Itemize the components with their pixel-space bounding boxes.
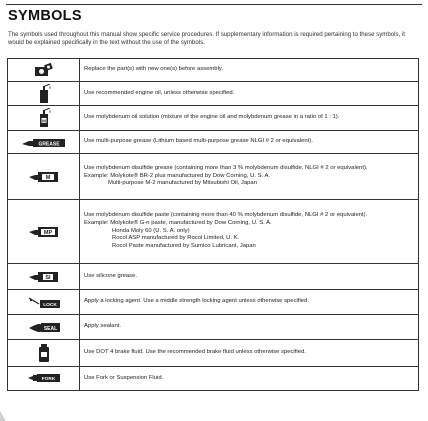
symbol-description — [80, 106, 419, 131]
symbols-table — [7, 58, 419, 391]
symbol-description — [80, 200, 419, 264]
molybdenum-oil-icon — [35, 108, 53, 128]
svg-text:M: M — [45, 175, 50, 182]
description-text: Multi-purpose M-2 manufactured by Mitsubishi Oil, Japan — [108, 180, 257, 187]
symbol-description — [80, 340, 419, 367]
description-text: Rocol ASP manufactured by Rocol Limited, U. K. — [112, 235, 240, 242]
engine-oil-icon — [35, 84, 53, 104]
description-text: Use recommended engine oil, unless otherwise specified. — [84, 89, 235, 96]
symbol-row — [8, 367, 419, 391]
symbol-description — [80, 154, 419, 200]
icon-cell — [8, 154, 80, 200]
locking-agent-icon — [27, 294, 61, 310]
description-text: Rocol Paste manufactured by Sumico Lubricant, Japan — [112, 243, 256, 250]
description-text: Apply a locking agent. Use a middle strength locking agent unless otherwise specified. — [84, 298, 309, 305]
symbol-description — [80, 131, 419, 154]
molybdenum-paste-icon — [29, 224, 59, 238]
description-text: Replace the part(s) with new one(s) before assembly. — [84, 66, 224, 73]
symbol-row — [8, 131, 419, 154]
icon-cell — [8, 106, 80, 131]
icon-cell — [8, 290, 80, 315]
symbol-row — [8, 290, 419, 315]
svg-text:SI: SI — [44, 275, 51, 282]
icon-cell — [8, 59, 80, 82]
symbol-description — [80, 82, 419, 106]
description-text: Example: Molykote® BR-2 plus manufactured by Dow Corning, U. S. A. — [84, 172, 271, 179]
svg-text:LOCK: LOCK — [42, 302, 57, 308]
description-text: Use molybdenum disulfide paste (containing more than 40 % molybdenum disulfide, NLGI # 2 or equivalent). — [84, 212, 368, 218]
description-text: Example: Molykote® G-n paste, manufactured by Dow Corning, U. S. A. — [84, 219, 272, 226]
icon-cell — [8, 131, 80, 154]
grease-icon — [21, 136, 67, 148]
icon-cell — [8, 340, 80, 367]
symbol-row — [8, 82, 419, 106]
description-text: Use multi-purpose grease (Lithium based multi-purpose grease NLGI # 2 or equivalent). — [84, 138, 313, 145]
silicone-grease-icon — [29, 269, 59, 283]
symbol-row — [8, 200, 419, 264]
svg-text:SEAL: SEAL — [43, 325, 57, 332]
symbol-description — [80, 290, 419, 315]
svg-text:GREASE: GREASE — [37, 141, 60, 148]
symbol-description — [80, 315, 419, 340]
symbol-row — [8, 154, 419, 200]
symbol-row — [8, 106, 419, 131]
icon-cell — [8, 367, 80, 391]
description-text: Use molybdenum oil solution (mixture of the engine oil and molybdenum grease in a ratio of 1 : 1). — [84, 114, 340, 121]
description-text: Use silicone grease. — [84, 272, 138, 279]
symbol-description — [80, 367, 419, 391]
page-corner-mark — [0, 411, 6, 421]
icon-cell — [8, 264, 80, 290]
icon-cell — [8, 200, 80, 264]
molybdenum-grease-icon — [29, 169, 59, 183]
icon-cell — [8, 315, 80, 340]
svg-text:FORK: FORK — [41, 377, 55, 383]
symbol-row — [8, 59, 419, 82]
symbol-row — [8, 315, 419, 340]
symbol-row — [8, 340, 419, 367]
page-title: SYMBOLS — [8, 8, 82, 24]
description-text: Use DOT 4 brake fluid. Use the recommended brake fluid unless otherwise specified. — [84, 349, 306, 356]
symbol-description — [80, 59, 419, 82]
svg-text:M: M — [41, 118, 46, 124]
fork-fluid-icon — [27, 371, 61, 385]
description-text: Honda Moly 60 (U. S. A. only) — [112, 227, 190, 234]
description-text: Use molybdenum disulfide grease (containing more than 3 % molybdenum disulfide, NLGI # 2 or equivalent). — [84, 164, 368, 171]
symbol-row — [8, 264, 419, 290]
top-rule — [6, 4, 422, 5]
description-text: Apply sealant. — [84, 323, 122, 330]
intro-paragraph: The symbols used throughout this manual show specific service procedures. If supplementary information is required pertaining to these symbols, it would be explained specifically in the text without the use of the symbols. — [8, 31, 405, 46]
brake-fluid-icon — [37, 343, 51, 363]
replace-parts-icon — [32, 62, 56, 78]
symbol-description — [80, 264, 419, 290]
svg-text:MP: MP — [43, 230, 52, 237]
description-text: Use Fork or Suspension Fluid. — [84, 374, 164, 381]
sealant-icon — [27, 319, 61, 335]
icon-cell — [8, 82, 80, 106]
